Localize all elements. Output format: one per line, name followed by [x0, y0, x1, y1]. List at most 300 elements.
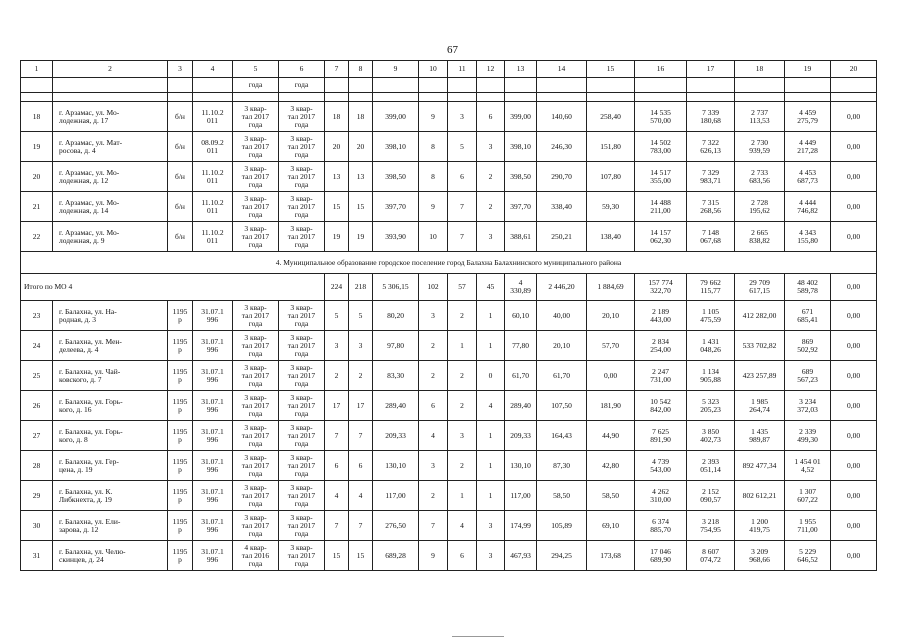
footer-rule	[452, 636, 504, 637]
table-cell: 1195 р	[168, 511, 193, 541]
table-row	[21, 511, 877, 541]
table-cell: 4 262 310,00	[635, 481, 687, 511]
table-cell: 3 234 372,03	[785, 391, 831, 421]
table-row	[21, 162, 877, 192]
column-number: 20	[831, 61, 877, 78]
header-col5-cont: года	[233, 78, 279, 93]
table-cell: 3 квар- тал 2017 года	[233, 361, 279, 391]
table-cell: 3 209 968,66	[735, 541, 785, 571]
table-cell: 7 315 268,56	[687, 192, 735, 222]
table-cell: 7 339 180,68	[687, 102, 735, 132]
table-cell: 1195 р	[168, 451, 193, 481]
address-cell: г. Арзамас, ул. Мо- лодежная, д. 14	[53, 192, 168, 222]
table-cell: 130,10	[505, 451, 537, 481]
table-cell: 3 квар- тал 2017 года	[233, 132, 279, 162]
table-cell: 0,00	[831, 391, 877, 421]
table-cell: 7 148 067,68	[687, 222, 735, 252]
table-cell: 398,10	[373, 132, 419, 162]
table-cell: 4 449 217,28	[785, 132, 831, 162]
table-cell: 14 488 211,00	[635, 192, 687, 222]
table-cell: 2	[448, 301, 477, 331]
table-cell: 1195 р	[168, 391, 193, 421]
table-cell: 1195 р	[168, 301, 193, 331]
table-cell: 258,40	[587, 102, 635, 132]
total-cell: 5 306,15	[373, 274, 419, 301]
table-cell: 181,90	[587, 391, 635, 421]
total-cell: 224	[325, 274, 349, 301]
table-cell: 4 343 155,80	[785, 222, 831, 252]
table-cell: 3 218 754,95	[687, 511, 735, 541]
address-cell: г. Балахна, ул. Гер- цена, д. 19	[53, 451, 168, 481]
table-cell: 15	[325, 541, 349, 571]
table-cell: 4	[419, 421, 448, 451]
column-number: 9	[373, 61, 419, 78]
table-cell: 3	[448, 421, 477, 451]
table-cell: 15	[325, 192, 349, 222]
table-cell: 11.10.2 011	[193, 102, 233, 132]
table-cell: 61,70	[537, 361, 587, 391]
table-cell: 2	[477, 192, 505, 222]
table-cell: 14 502 783,00	[635, 132, 687, 162]
table-cell: 1	[477, 481, 505, 511]
table-cell: 1 307 607,22	[785, 481, 831, 511]
table-cell: 14 535 570,00	[635, 102, 687, 132]
table-cell: 289,40	[373, 391, 419, 421]
table-cell: б/н	[168, 192, 193, 222]
column-number: 3	[168, 61, 193, 78]
table-row	[21, 481, 877, 511]
table-cell: 11.10.2 011	[193, 222, 233, 252]
table-cell: 1195 р	[168, 361, 193, 391]
table-cell: 9	[419, 541, 448, 571]
table-cell: 1	[448, 481, 477, 511]
table-cell: 0,00	[831, 102, 877, 132]
address-cell: г. Балахна, ул. Чай- ковского, д. 7	[53, 361, 168, 391]
table-cell: 276,50	[373, 511, 419, 541]
row-number: 20	[21, 162, 53, 192]
table-cell: 20,10	[587, 301, 635, 331]
table-cell: 3 квар- тал 2017 года	[233, 451, 279, 481]
table-cell: 18	[349, 102, 373, 132]
table-cell: 7	[325, 511, 349, 541]
table-cell: 138,40	[587, 222, 635, 252]
table-cell: 7	[448, 192, 477, 222]
table-cell: 338,40	[537, 192, 587, 222]
total-row	[21, 274, 877, 301]
column-number: 5	[233, 61, 279, 78]
table-cell: 7	[419, 511, 448, 541]
table-cell: 1 200 419,75	[735, 511, 785, 541]
table-cell: 61,70	[505, 361, 537, 391]
column-number: 6	[279, 61, 325, 78]
table-body	[21, 61, 877, 571]
address-cell: г. Балахна, ул. Челю- скинцев, д. 24	[53, 541, 168, 571]
table-cell: 97,80	[373, 331, 419, 361]
table-cell: 6	[448, 541, 477, 571]
table-cell: 1 985 264,74	[735, 391, 785, 421]
table-cell: 117,00	[505, 481, 537, 511]
table-cell: 1 134 905,88	[687, 361, 735, 391]
table-cell: 69,10	[587, 511, 635, 541]
table-cell: 3 квар- тал 2017 года	[233, 421, 279, 451]
table-cell: 4	[349, 481, 373, 511]
table-cell: 57,70	[587, 331, 635, 361]
table-cell: 140,60	[537, 102, 587, 132]
table-cell: 3	[325, 331, 349, 361]
table-cell: 2 733 683,56	[735, 162, 785, 192]
row-number: 25	[21, 361, 53, 391]
table-cell: 399,00	[505, 102, 537, 132]
row-number: 30	[21, 511, 53, 541]
table-cell: 412 282,00	[735, 301, 785, 331]
table-cell: 1	[477, 301, 505, 331]
table-cell: 0,00	[831, 301, 877, 331]
table-cell: 31.07.1 996	[193, 541, 233, 571]
table-cell: 398,50	[505, 162, 537, 192]
row-number: 19	[21, 132, 53, 162]
total-cell: 1 884,69	[587, 274, 635, 301]
address-cell: г. Балахна, ул. Горь- кого, д. 16	[53, 391, 168, 421]
table-cell: 105,89	[537, 511, 587, 541]
table-cell: 3 квар- тал 2017 года	[233, 102, 279, 132]
table-cell: 20	[349, 132, 373, 162]
table-cell: 7	[325, 421, 349, 451]
table-cell: 0,00	[831, 331, 877, 361]
table-cell: 0,00	[831, 192, 877, 222]
table-cell: 2 728 195,62	[735, 192, 785, 222]
table-cell: 83,30	[373, 361, 419, 391]
table-cell: 3 квар- тал 2017 года	[233, 162, 279, 192]
table-row	[21, 132, 877, 162]
table-cell: 130,10	[373, 451, 419, 481]
table-cell: 7 329 983,71	[687, 162, 735, 192]
table-cell: 117,00	[373, 481, 419, 511]
table-cell: 1	[448, 331, 477, 361]
address-cell: г. Балахна, ул. На- родная, д. 3	[53, 301, 168, 331]
total-label: Итого по МО 4	[21, 274, 325, 301]
address-cell: г. Балахна, ул. Ели- зарова, д. 12	[53, 511, 168, 541]
table-cell: 11.10.2 011	[193, 192, 233, 222]
address-cell: г. Балахна, ул. Мен- делеева, д. 4	[53, 331, 168, 361]
table-cell: 3 квар- тал 2017 года	[279, 331, 325, 361]
table-cell: 3 квар- тал 2017 года	[233, 391, 279, 421]
table-cell: 3 квар- тал 2017 года	[279, 192, 325, 222]
table-cell: 1 955 711,00	[785, 511, 831, 541]
table-cell: 3	[477, 511, 505, 541]
table-cell: 209,33	[505, 421, 537, 451]
table-row	[21, 102, 877, 132]
table-cell: 3 квар- тал 2017 года	[279, 102, 325, 132]
table-cell: 2	[325, 361, 349, 391]
table-cell: 174,99	[505, 511, 537, 541]
column-number: 10	[419, 61, 448, 78]
table-cell: 397,70	[505, 192, 537, 222]
table-cell: 1195 р	[168, 541, 193, 571]
table-cell: 58,50	[537, 481, 587, 511]
table-cell: 4	[325, 481, 349, 511]
column-number: 14	[537, 61, 587, 78]
table-cell: 393,90	[373, 222, 419, 252]
table-cell: 7 322 626,13	[687, 132, 735, 162]
table-cell: 9	[419, 102, 448, 132]
table-cell: 4 444 746,82	[785, 192, 831, 222]
table-cell: 2 393 051,14	[687, 451, 735, 481]
table-cell: 398,10	[505, 132, 537, 162]
table-cell: 3 квар- тал 2017 года	[279, 451, 325, 481]
table-cell: 3 квар- тал 2017 года	[279, 391, 325, 421]
table-cell: 15	[349, 541, 373, 571]
row-number: 29	[21, 481, 53, 511]
header-col6-cont: года	[279, 78, 325, 93]
row-number: 28	[21, 451, 53, 481]
table-cell: 246,30	[537, 132, 587, 162]
row-number: 23	[21, 301, 53, 331]
table-cell: 3 квар- тал 2017 года	[233, 511, 279, 541]
table-cell: 3	[477, 222, 505, 252]
table-cell: 10	[419, 222, 448, 252]
table-cell: 3	[477, 541, 505, 571]
table-cell: 0,00	[831, 541, 877, 571]
table-cell: 2	[419, 331, 448, 361]
table-cell: 3 квар- тал 2017 года	[279, 222, 325, 252]
table-cell: 2	[448, 451, 477, 481]
table-cell: 2 189 443,00	[635, 301, 687, 331]
table-cell: 2	[448, 391, 477, 421]
table-row	[21, 331, 877, 361]
table-cell: 290,70	[537, 162, 587, 192]
table-cell: 2 339 499,30	[785, 421, 831, 451]
table-cell: 0,00	[831, 511, 877, 541]
table-cell: 1 431 048,26	[687, 331, 735, 361]
page-number: 67	[447, 44, 458, 56]
table-cell: 3 квар- тал 2017 года	[233, 481, 279, 511]
table-cell: 20	[325, 132, 349, 162]
table-row	[21, 222, 877, 252]
table-cell: 15	[349, 192, 373, 222]
table-cell: 173,68	[587, 541, 635, 571]
column-number: 15	[587, 61, 635, 78]
table-row	[21, 421, 877, 451]
header-continuation-row	[21, 78, 877, 93]
row-number: 18	[21, 102, 53, 132]
table-row	[21, 361, 877, 391]
total-cell: 29 709 617,15	[735, 274, 785, 301]
table-cell: 5	[448, 132, 477, 162]
table-cell: 399,00	[373, 102, 419, 132]
table-cell: 0,00	[831, 222, 877, 252]
table-cell: 892 477,34	[735, 451, 785, 481]
table-cell: 31.07.1 996	[193, 301, 233, 331]
column-number: 1	[21, 61, 53, 78]
table-cell: 31.07.1 996	[193, 421, 233, 451]
table-cell: 0,00	[831, 451, 877, 481]
total-cell: 218	[349, 274, 373, 301]
table-cell: 4 739 543,00	[635, 451, 687, 481]
table-cell: 2	[349, 361, 373, 391]
table-cell: 0	[477, 361, 505, 391]
table-cell: 467,93	[505, 541, 537, 571]
table-cell: 60,10	[505, 301, 537, 331]
table-cell: 14 517 355,00	[635, 162, 687, 192]
table-cell: 4 459 275,79	[785, 102, 831, 132]
address-cell: г. Арзамас, ул. Мо- лодежная, д. 9	[53, 222, 168, 252]
column-number-row	[21, 61, 877, 78]
table-cell: 2 737 113,53	[735, 102, 785, 132]
housing-resettlement-table	[20, 60, 877, 571]
table-cell: 3	[477, 132, 505, 162]
table-cell: 6	[325, 451, 349, 481]
address-cell: г. Арзамас, ул. Мат- росова, д. 4	[53, 132, 168, 162]
table-cell: 1 435 989,87	[735, 421, 785, 451]
table-cell: 7 625 891,90	[635, 421, 687, 451]
table-cell: 0,00	[587, 361, 635, 391]
table-cell: 3	[419, 301, 448, 331]
table-cell: 11.10.2 011	[193, 162, 233, 192]
table-cell: 8	[419, 132, 448, 162]
column-number: 18	[735, 61, 785, 78]
table-cell: 77,80	[505, 331, 537, 361]
table-cell: 80,20	[373, 301, 419, 331]
table-cell: 19	[349, 222, 373, 252]
table-cell: 4	[448, 511, 477, 541]
table-cell: 31.07.1 996	[193, 481, 233, 511]
table-cell: 31.07.1 996	[193, 331, 233, 361]
column-number: 8	[349, 61, 373, 78]
table-row	[21, 541, 877, 571]
table-cell: 3	[448, 102, 477, 132]
table-cell: 3 квар- тал 2017 года	[233, 222, 279, 252]
table-cell: 3 квар- тал 2017 года	[279, 541, 325, 571]
table-cell: 6	[419, 391, 448, 421]
table-cell: 6	[448, 162, 477, 192]
table-cell: 2	[448, 361, 477, 391]
table-cell: 2 152 090,57	[687, 481, 735, 511]
table-cell: 40,00	[537, 301, 587, 331]
row-number: 27	[21, 421, 53, 451]
table-cell: 2	[477, 162, 505, 192]
table-cell: 18	[325, 102, 349, 132]
table-cell: 423 257,89	[735, 361, 785, 391]
table-cell: 6 374 885,70	[635, 511, 687, 541]
column-number: 11	[448, 61, 477, 78]
table-cell: 689,28	[373, 541, 419, 571]
table-cell: 107,50	[537, 391, 587, 421]
table-cell: 0,00	[831, 361, 877, 391]
table-cell: 2	[419, 361, 448, 391]
column-number: 16	[635, 61, 687, 78]
table-cell: 107,80	[587, 162, 635, 192]
table-cell: 7	[349, 511, 373, 541]
table-row	[21, 451, 877, 481]
table-cell: 164,43	[537, 421, 587, 451]
table-cell: 388,61	[505, 222, 537, 252]
table-cell: 87,30	[537, 451, 587, 481]
table-cell: 19	[325, 222, 349, 252]
table-cell: 671 685,41	[785, 301, 831, 331]
table-cell: 1	[477, 331, 505, 361]
column-number: 17	[687, 61, 735, 78]
table-cell: 0,00	[831, 421, 877, 451]
table-cell: 3 квар- тал 2017 года	[279, 301, 325, 331]
table-cell: 869 502,92	[785, 331, 831, 361]
table-cell: 20,10	[537, 331, 587, 361]
total-cell: 79 662 115,77	[687, 274, 735, 301]
table-cell: 17	[349, 391, 373, 421]
table-cell: 7	[448, 222, 477, 252]
table-cell: 5 323 205,23	[687, 391, 735, 421]
table-cell: 4 квар- тал 2016 года	[233, 541, 279, 571]
row-number: 21	[21, 192, 53, 222]
total-cell: 4 330,89	[505, 274, 537, 301]
table-cell: 689 567,23	[785, 361, 831, 391]
table-cell: 08.09.2 011	[193, 132, 233, 162]
table-cell: 3	[419, 451, 448, 481]
row-number: 24	[21, 331, 53, 361]
total-cell: 45	[477, 274, 505, 301]
table-cell: 209,33	[373, 421, 419, 451]
table-cell: 2	[419, 481, 448, 511]
table-cell: 533 702,82	[735, 331, 785, 361]
table-cell: 294,25	[537, 541, 587, 571]
table-cell: 31.07.1 996	[193, 391, 233, 421]
table-cell: 58,50	[587, 481, 635, 511]
table-cell: 17 046 689,90	[635, 541, 687, 571]
table-cell: 1	[477, 451, 505, 481]
table-cell: 6	[477, 102, 505, 132]
table-cell: 151,80	[587, 132, 635, 162]
table-cell: 802 612,21	[735, 481, 785, 511]
table-cell: 2 834 254,00	[635, 331, 687, 361]
table-cell: 0,00	[831, 132, 877, 162]
column-number: 12	[477, 61, 505, 78]
table-cell: 397,70	[373, 192, 419, 222]
table-cell: 42,80	[587, 451, 635, 481]
total-cell: 102	[419, 274, 448, 301]
total-cell: 2 446,20	[537, 274, 587, 301]
table-cell: б/н	[168, 132, 193, 162]
total-cell: 0,00	[831, 274, 877, 301]
table-cell: 3 квар- тал 2017 года	[279, 162, 325, 192]
table-cell: 10 542 842,00	[635, 391, 687, 421]
table-cell: 8 607 074,72	[687, 541, 735, 571]
table-cell: 4 453 687,73	[785, 162, 831, 192]
table-cell: 250,21	[537, 222, 587, 252]
table-cell: 1195 р	[168, 331, 193, 361]
total-cell: 157 774 322,70	[635, 274, 687, 301]
table-cell: 0,00	[831, 162, 877, 192]
table-cell: 3 квар- тал 2017 года	[279, 511, 325, 541]
table-cell: 289,40	[505, 391, 537, 421]
table-cell: 3 квар- тал 2017 года	[233, 331, 279, 361]
column-number: 19	[785, 61, 831, 78]
table-cell: 3 квар- тал 2017 года	[279, 421, 325, 451]
table-cell: б/н	[168, 102, 193, 132]
table-row	[21, 301, 877, 331]
section-title: 4. Муниципальное образование городское поселение город Балахна Балахнинского муниципального района	[21, 252, 877, 274]
column-number: 7	[325, 61, 349, 78]
table-cell: 31.07.1 996	[193, 451, 233, 481]
table-cell: 31.07.1 996	[193, 511, 233, 541]
table-cell: 31.07.1 996	[193, 361, 233, 391]
table-cell: 6	[349, 451, 373, 481]
column-number: 2	[53, 61, 168, 78]
table-cell: 44,90	[587, 421, 635, 451]
row-number: 22	[21, 222, 53, 252]
table-cell: 17	[325, 391, 349, 421]
table-cell: 1195 р	[168, 481, 193, 511]
table-cell: 3	[349, 331, 373, 361]
table-cell: 7	[349, 421, 373, 451]
